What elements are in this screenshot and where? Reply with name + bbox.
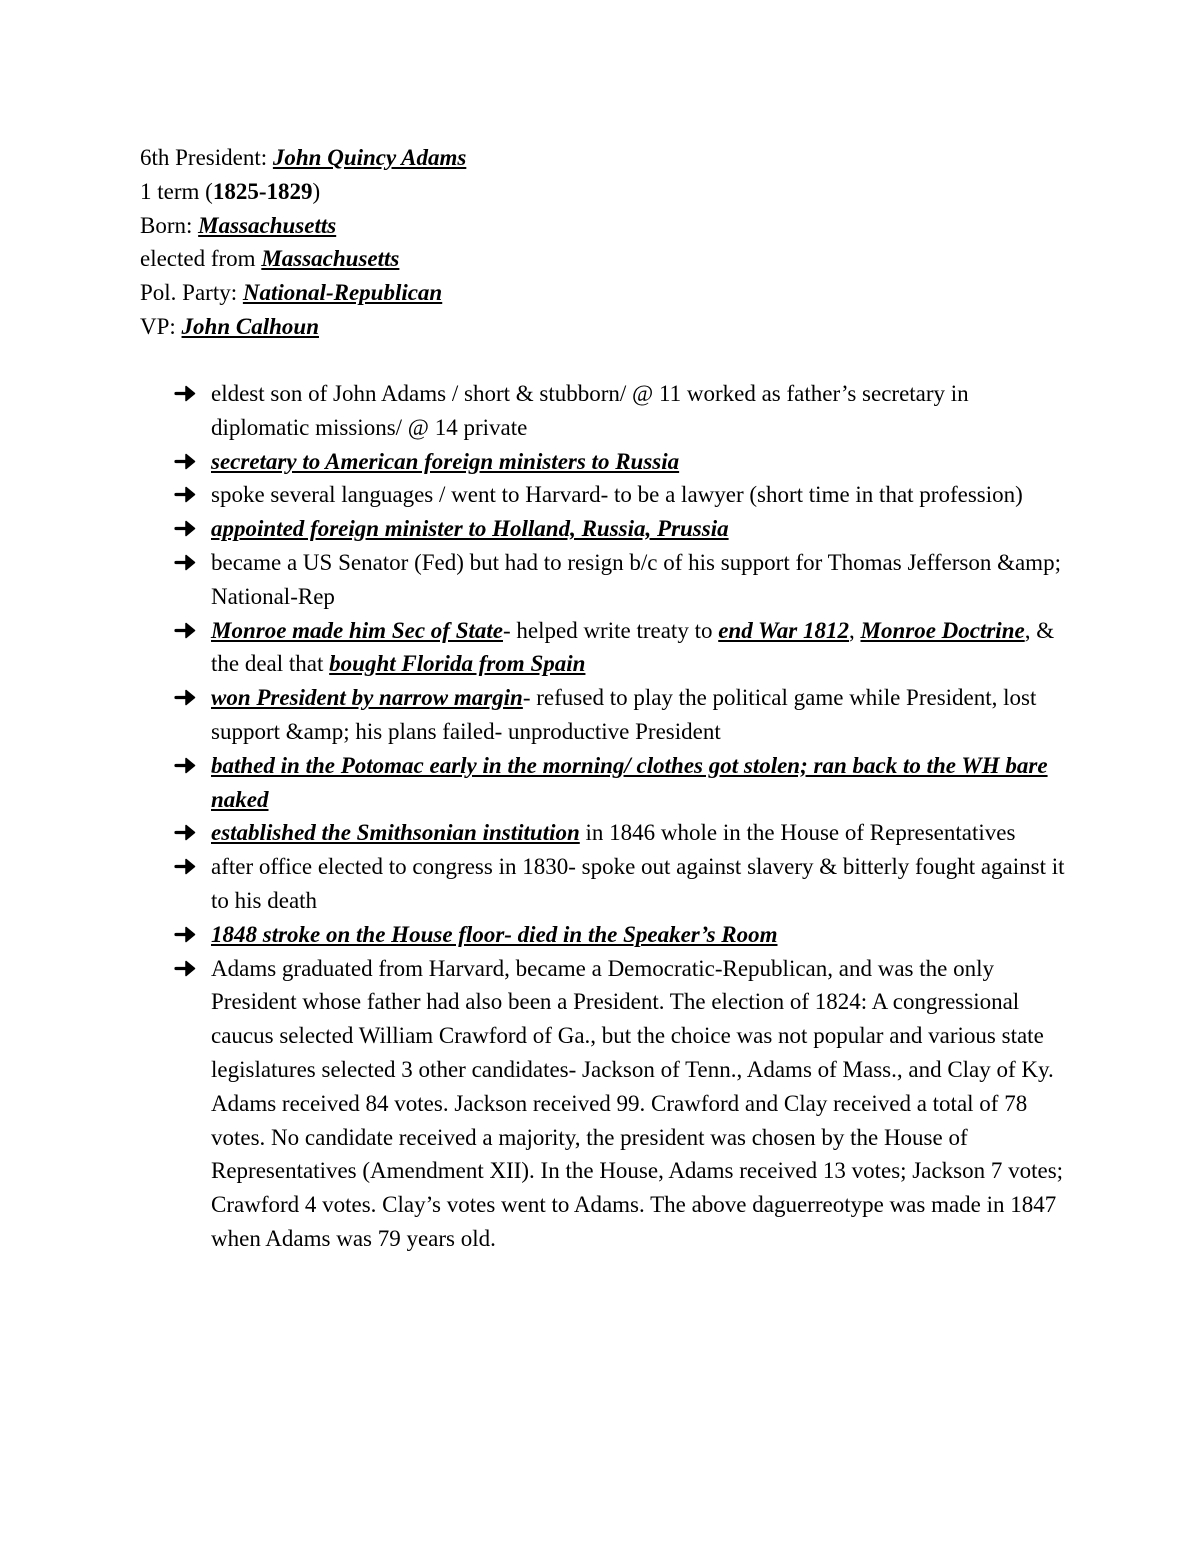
bullet-text: became a US Senator (Fed) but had to resign b/c of his support for Thomas Jefferson &amp; National-Rep — [211, 549, 1061, 609]
terms-years: 1825-1829 — [212, 178, 313, 204]
bullet-item — [140, 614, 1070, 682]
bullet-item — [140, 546, 1070, 614]
arrow-bullet-icon — [174, 749, 204, 782]
bullet-text: spoke several languages / went to Harvard- to be a lawyer (short time in that profession) — [211, 482, 1023, 508]
bullet-item — [140, 816, 1070, 850]
emphasized-text: end War 1812 — [718, 617, 849, 643]
emphasized-text: secretary to American foreign ministers to Russia — [211, 448, 680, 474]
emphasized-text: appointed foreign minister to Holland, Russia, Prussia — [211, 516, 729, 542]
born-value: Massachusetts — [198, 212, 337, 238]
elected-label: elected from — [140, 246, 262, 272]
arrow-bullet-icon — [174, 445, 204, 478]
bullet-text: Adams graduated from Harvard, became a Democratic-Republican, and was the only President whose father had also been a President. The election of 1824: A congressional caucus selected William Crawford of Ga., but the choice was not popular and various state legislatures selected 3 other candidates- Jackson of Tenn., Adams of Mass., and Clay of Ky. Adams received 84 votes. Jackson received 99. Crawford and Clay received a total of 78 votes. No candidate received a majority, the president was chosen by the House of Representatives (Amendment XII). In the House, Adams received 13 votes; Jackson 7 votes; Crawford 4 votes. Clay’s votes went to Adams. The above daguerreotype was made in 1847 when Adams was 79 years old. — [211, 955, 1064, 1251]
arrow-bullet-icon — [174, 816, 204, 849]
bullet-text: after office elected to congress in 1830- spoke out against slavery & bitterly fought against it to his death — [211, 854, 1065, 913]
arrow-bullet-icon — [174, 614, 204, 647]
arrow-bullet-icon — [174, 681, 204, 714]
arrow-bullet-icon — [174, 512, 204, 545]
arrow-bullet-icon — [174, 377, 204, 410]
emphasized-text: Monroe Doctrine — [860, 617, 1025, 643]
elected-value: Massachusetts — [261, 246, 400, 272]
fact-bullet-list — [140, 377, 1070, 1256]
born-label: Born: — [140, 212, 199, 238]
arrow-bullet-icon — [174, 918, 204, 951]
bullet-item — [140, 850, 1070, 918]
arrow-bullet-icon — [174, 478, 204, 511]
bullet-item — [140, 952, 1070, 1256]
bullet-text: in 1846 whole in the House of Representatives — [579, 820, 1016, 846]
bullet-item — [140, 749, 1070, 817]
bullet-item — [140, 681, 1070, 749]
president-label: 6th President: — [140, 145, 273, 170]
terms-label: 1 term ( — [140, 178, 213, 204]
president-header — [140, 141, 1100, 344]
arrow-bullet-icon — [174, 952, 204, 985]
bullet-text: eldest son of John Adams / short & stubborn/ @ 11 worked as father’s secretary in diplomatic missions/ @ 14 private — [211, 381, 969, 440]
bullet-item — [140, 512, 1070, 546]
emphasized-text: 1848 stroke on the House floor- died in the Speaker’s Room — [211, 921, 778, 947]
vp-label: VP: — [140, 313, 182, 339]
emphasized-text: bathed in the Potomac early in the morning/ clothes got stolen; ran back to the WH bare naked — [211, 752, 1048, 812]
vp-value: John Calhoun — [181, 313, 319, 339]
bullet-item — [140, 377, 1070, 445]
emphasized-text: won President by narrow margin — [211, 685, 523, 711]
emphasized-text: Monroe made him Sec of State — [211, 617, 503, 643]
bullet-item — [140, 918, 1070, 952]
party-label: Pol. Party: — [140, 280, 243, 306]
emphasized-text: established the Smithsonian institution — [211, 820, 580, 846]
bullet-text: - helped write treaty to — [502, 617, 719, 643]
vp-line — [140, 310, 1100, 344]
bullet-item — [140, 478, 1070, 512]
party-value: National-Republican — [242, 280, 443, 306]
bullet-item — [140, 445, 1070, 479]
bullet-text: , — [849, 617, 861, 643]
bullet-text: - refused to play the political game while President, lost support &amp; his plans failed- unproductive President — [211, 685, 1037, 744]
terms-line — [140, 175, 1100, 209]
arrow-bullet-icon — [174, 546, 204, 579]
arrow-bullet-icon — [174, 850, 204, 883]
elected-line — [140, 242, 1100, 276]
president-line — [140, 141, 1100, 175]
bullet-text: , & the deal that — [211, 617, 1055, 677]
terms-close: ) — [312, 178, 321, 204]
party-line — [140, 276, 1100, 310]
emphasized-text: bought Florida from Spain — [329, 651, 586, 677]
president-name: John Quincy Adams — [272, 145, 467, 170]
born-line — [140, 209, 1100, 243]
